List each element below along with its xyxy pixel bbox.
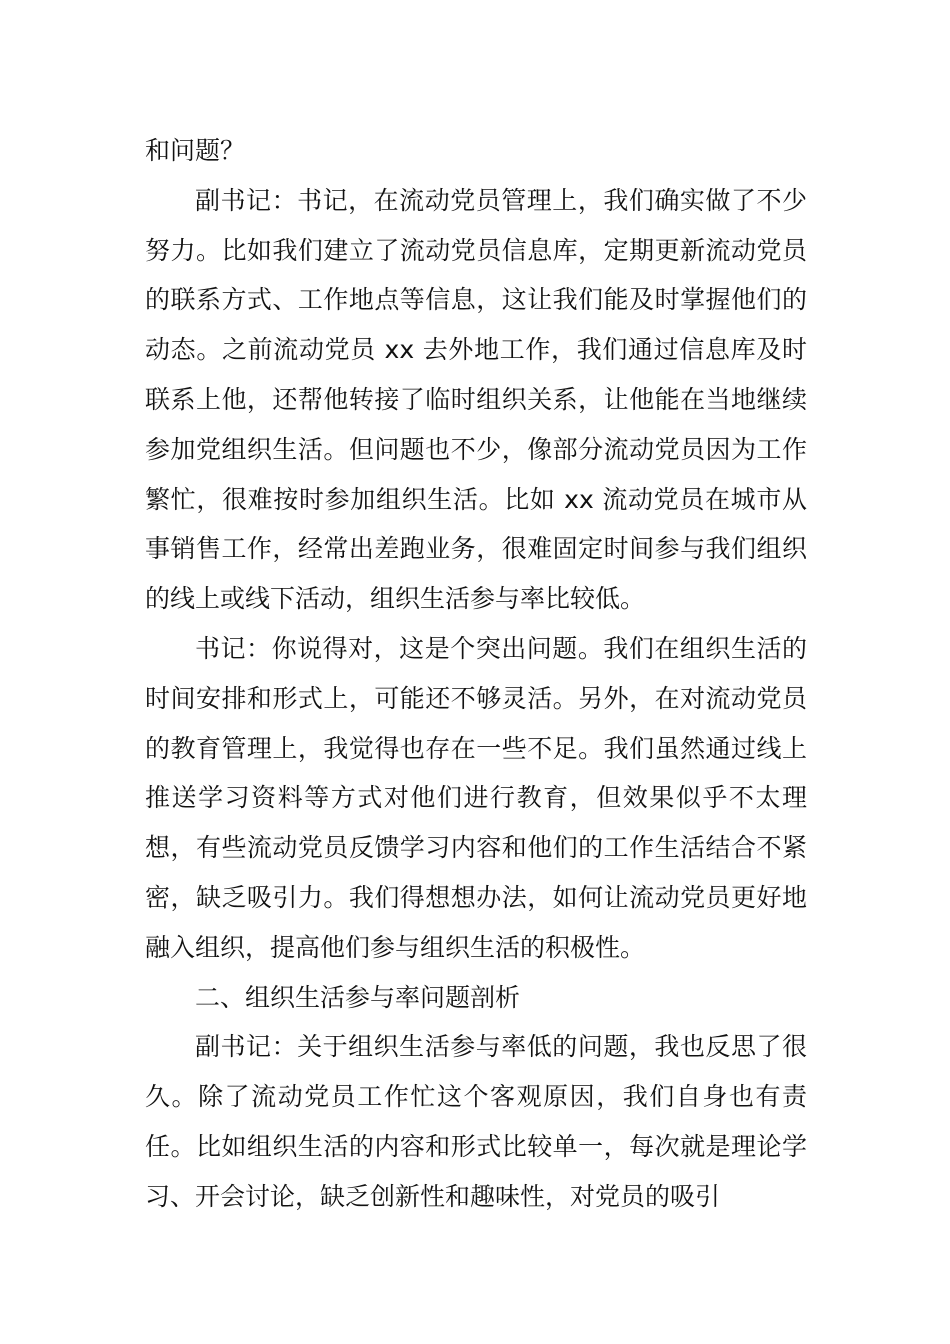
paragraph-secretary: 书记：你说得对，这是个突出问题。我们在组织生活的时间安排和形式上，可能还不够灵活。另外，在对流动党员的教育管理上，我觉得也存在一些不足。我们虽然通过线上推送学习资料等方式对他们进行教育，但效果似乎不太理想，有些流动党员反馈学习内容和他们的工作生活结合不紧密，缺乏吸引力。我们得想想办法，如何让流动党员更好地融入组织，提高他们参与组织生活的积极性。 <box>145 633 807 962</box>
paragraph-deputy-secretary-2: 副书记：关于组织生活参与率低的问题，我也反思了很久。除了流动党员工作忙这个客观原因，我们自身也有责任。比如组织生活的内容和形式比较单一，每次就是理论学习、开会讨论，缺乏创新性和趣味性，对党员的吸引 <box>145 1032 807 1211</box>
paragraph-continuation: 和问题？ <box>145 136 246 165</box>
section-heading: 二、组织生活参与率问题剖析 <box>195 982 521 1012</box>
paragraph-deputy-secretary-1: 副书记：书记，在流动党员管理上，我们确实做了不少努力。比如我们建立了流动党员信息库，定期更新流动党员的联系方式、工作地点等信息，这让我们能及时掌握他们的动态。之前流动党员 xx 去外地工作，我们通过信息库及时联系上他，还帮他转接了临时组织关系，让他能在当地继续参加党组织生活。但问题也不少，像部分流动党员因为工作繁忙，很难按时参加组织生活。比如 xx 流动党员在城市从事销售工作，经常出差跑业务，很难固定时间参与我们组织的线上或线下活动，组织生活参与率比较低。 <box>145 185 807 614</box>
document-page <box>145 126 807 1222</box>
